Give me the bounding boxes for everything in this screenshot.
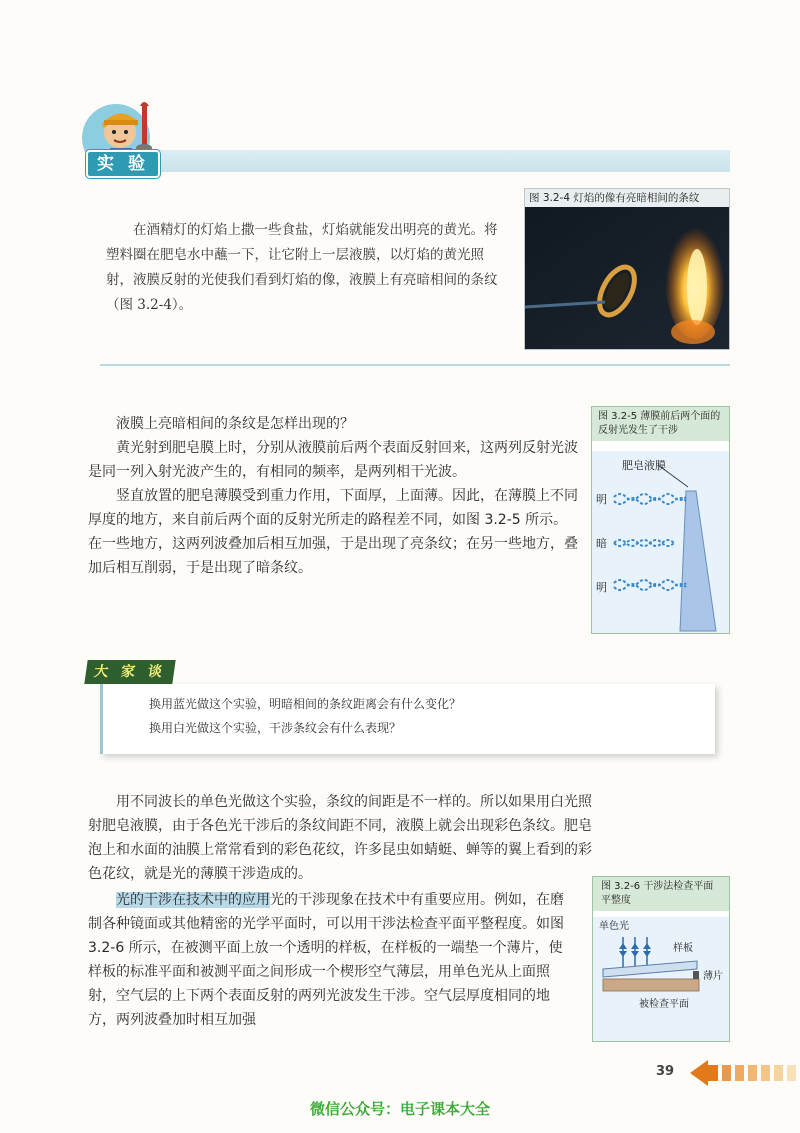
label-mono-light: 单色光 xyxy=(599,921,629,932)
label-thin-sheet: 薄片 xyxy=(703,971,723,982)
footer-watermark: 微信公众号：电子课本大全 xyxy=(309,1100,490,1118)
highlight-heading: 光的干涉在技术中的应用 xyxy=(116,892,270,908)
section-text-1 xyxy=(88,412,578,580)
flatness-test-diagram xyxy=(593,917,729,1041)
experiment-text xyxy=(106,218,506,318)
interference-diagram xyxy=(592,451,729,633)
page-number: 39 xyxy=(656,1064,675,1079)
label-bright: 明 xyxy=(596,581,607,594)
paragraph: 竖直放置的肥皂薄膜受到重力作用，下面厚，上面薄。因此，在薄膜上不同厚度的地方，来自前后两个面的反射光所走的路程差不同，如图 3.2-5 所示。在一些地方，这两列波叠加后相互加强，于是出现了亮条纹；在另一些地方，叠加后相互削弱，于是出现了暗条纹。 xyxy=(88,488,578,576)
label-soap-film: 肥皂液膜 xyxy=(622,459,666,472)
figure-caption: 图 3.2-5 薄膜前后两个面的反射光发生了干涉 xyxy=(592,407,729,441)
flame-photo xyxy=(525,207,729,349)
experiment-paragraph: 在酒精灯的灯焰上撒一些食盐，灯焰就能发出明亮的黄光。将塑料圈在肥皂水中蘸一下，让它附上一层液膜，以灯焰的黄光照射，液膜反射的光使我们看到灯焰的像，液膜上有亮暗相间的条纹（图 3.2-4）。 xyxy=(106,222,498,313)
label-dark: 暗 xyxy=(596,537,607,550)
figure-3-2-5 xyxy=(591,406,730,634)
section-text-3 xyxy=(88,888,572,1032)
label-bright: 明 xyxy=(596,493,607,506)
label-test-surface: 被检查平面 xyxy=(639,999,689,1010)
discussion-box xyxy=(100,684,715,754)
experiment-title: 实 验 xyxy=(86,150,160,178)
discussion-questions xyxy=(149,692,461,740)
discussion-label: 大 家 谈 xyxy=(84,660,175,684)
page-arrow-icon xyxy=(690,1058,800,1088)
divider xyxy=(100,364,730,366)
paragraph xyxy=(88,888,572,1032)
section-text-2 xyxy=(88,790,598,886)
paragraph: 液膜上亮暗相间的条纹是怎样出现的？ xyxy=(116,416,354,432)
discussion-question: 换用蓝光做这个实验，明暗相间的条纹距离会有什么变化？ xyxy=(149,697,462,711)
figure-caption: 图 3.2-4 灯焰的像有亮暗相间的条纹 xyxy=(525,189,729,207)
paragraph: 黄光射到肥皂膜上时，分别从液膜前后两个表面反射回来，这两列反射光波是同一列入射光波产生的，有相同的频率，是两列相干光波。 xyxy=(88,440,578,480)
figure-caption: 图 3.2-6 干涉法检查平面平整度 xyxy=(593,877,729,911)
paragraph-body: 光的干涉现象在技术中有重要应用。例如，在磨制各种镜面或其他精密的光学平面时，可以用干涉法检查平面平整程度。如图 3.2-6 所示，在被测平面上放一个透明的样板，在样板的一端垫一个薄片，使样板的标准平面和被测平面之间形成一个楔形空气薄层，用单色光从上面照射，空气层的上下两个表面反射的两列光波发生干涉。空气层厚度相同的地方，两列波叠加时相互加强 xyxy=(88,892,564,1028)
figure-3-2-6 xyxy=(592,876,730,1042)
discussion-question: 换用白光做这个实验，干涉条纹会有什么表现？ xyxy=(149,721,402,735)
figure-3-2-4 xyxy=(524,188,730,350)
experiment-header-band xyxy=(100,150,730,172)
label-sample-plate: 样板 xyxy=(673,943,693,954)
paragraph: 用不同波长的单色光做这个实验，条纹的间距是不一样的。所以如果用白光照射肥皂液膜，由于各色光干涉后的条纹间距不同，液膜上就会出现彩色条纹。肥皂泡上和水面的油膜上常常看到的彩色花纹，许多昆虫如蜻蜓、蝉等的翼上看到的彩色花纹，就是光的薄膜干涉造成的。 xyxy=(88,794,592,882)
